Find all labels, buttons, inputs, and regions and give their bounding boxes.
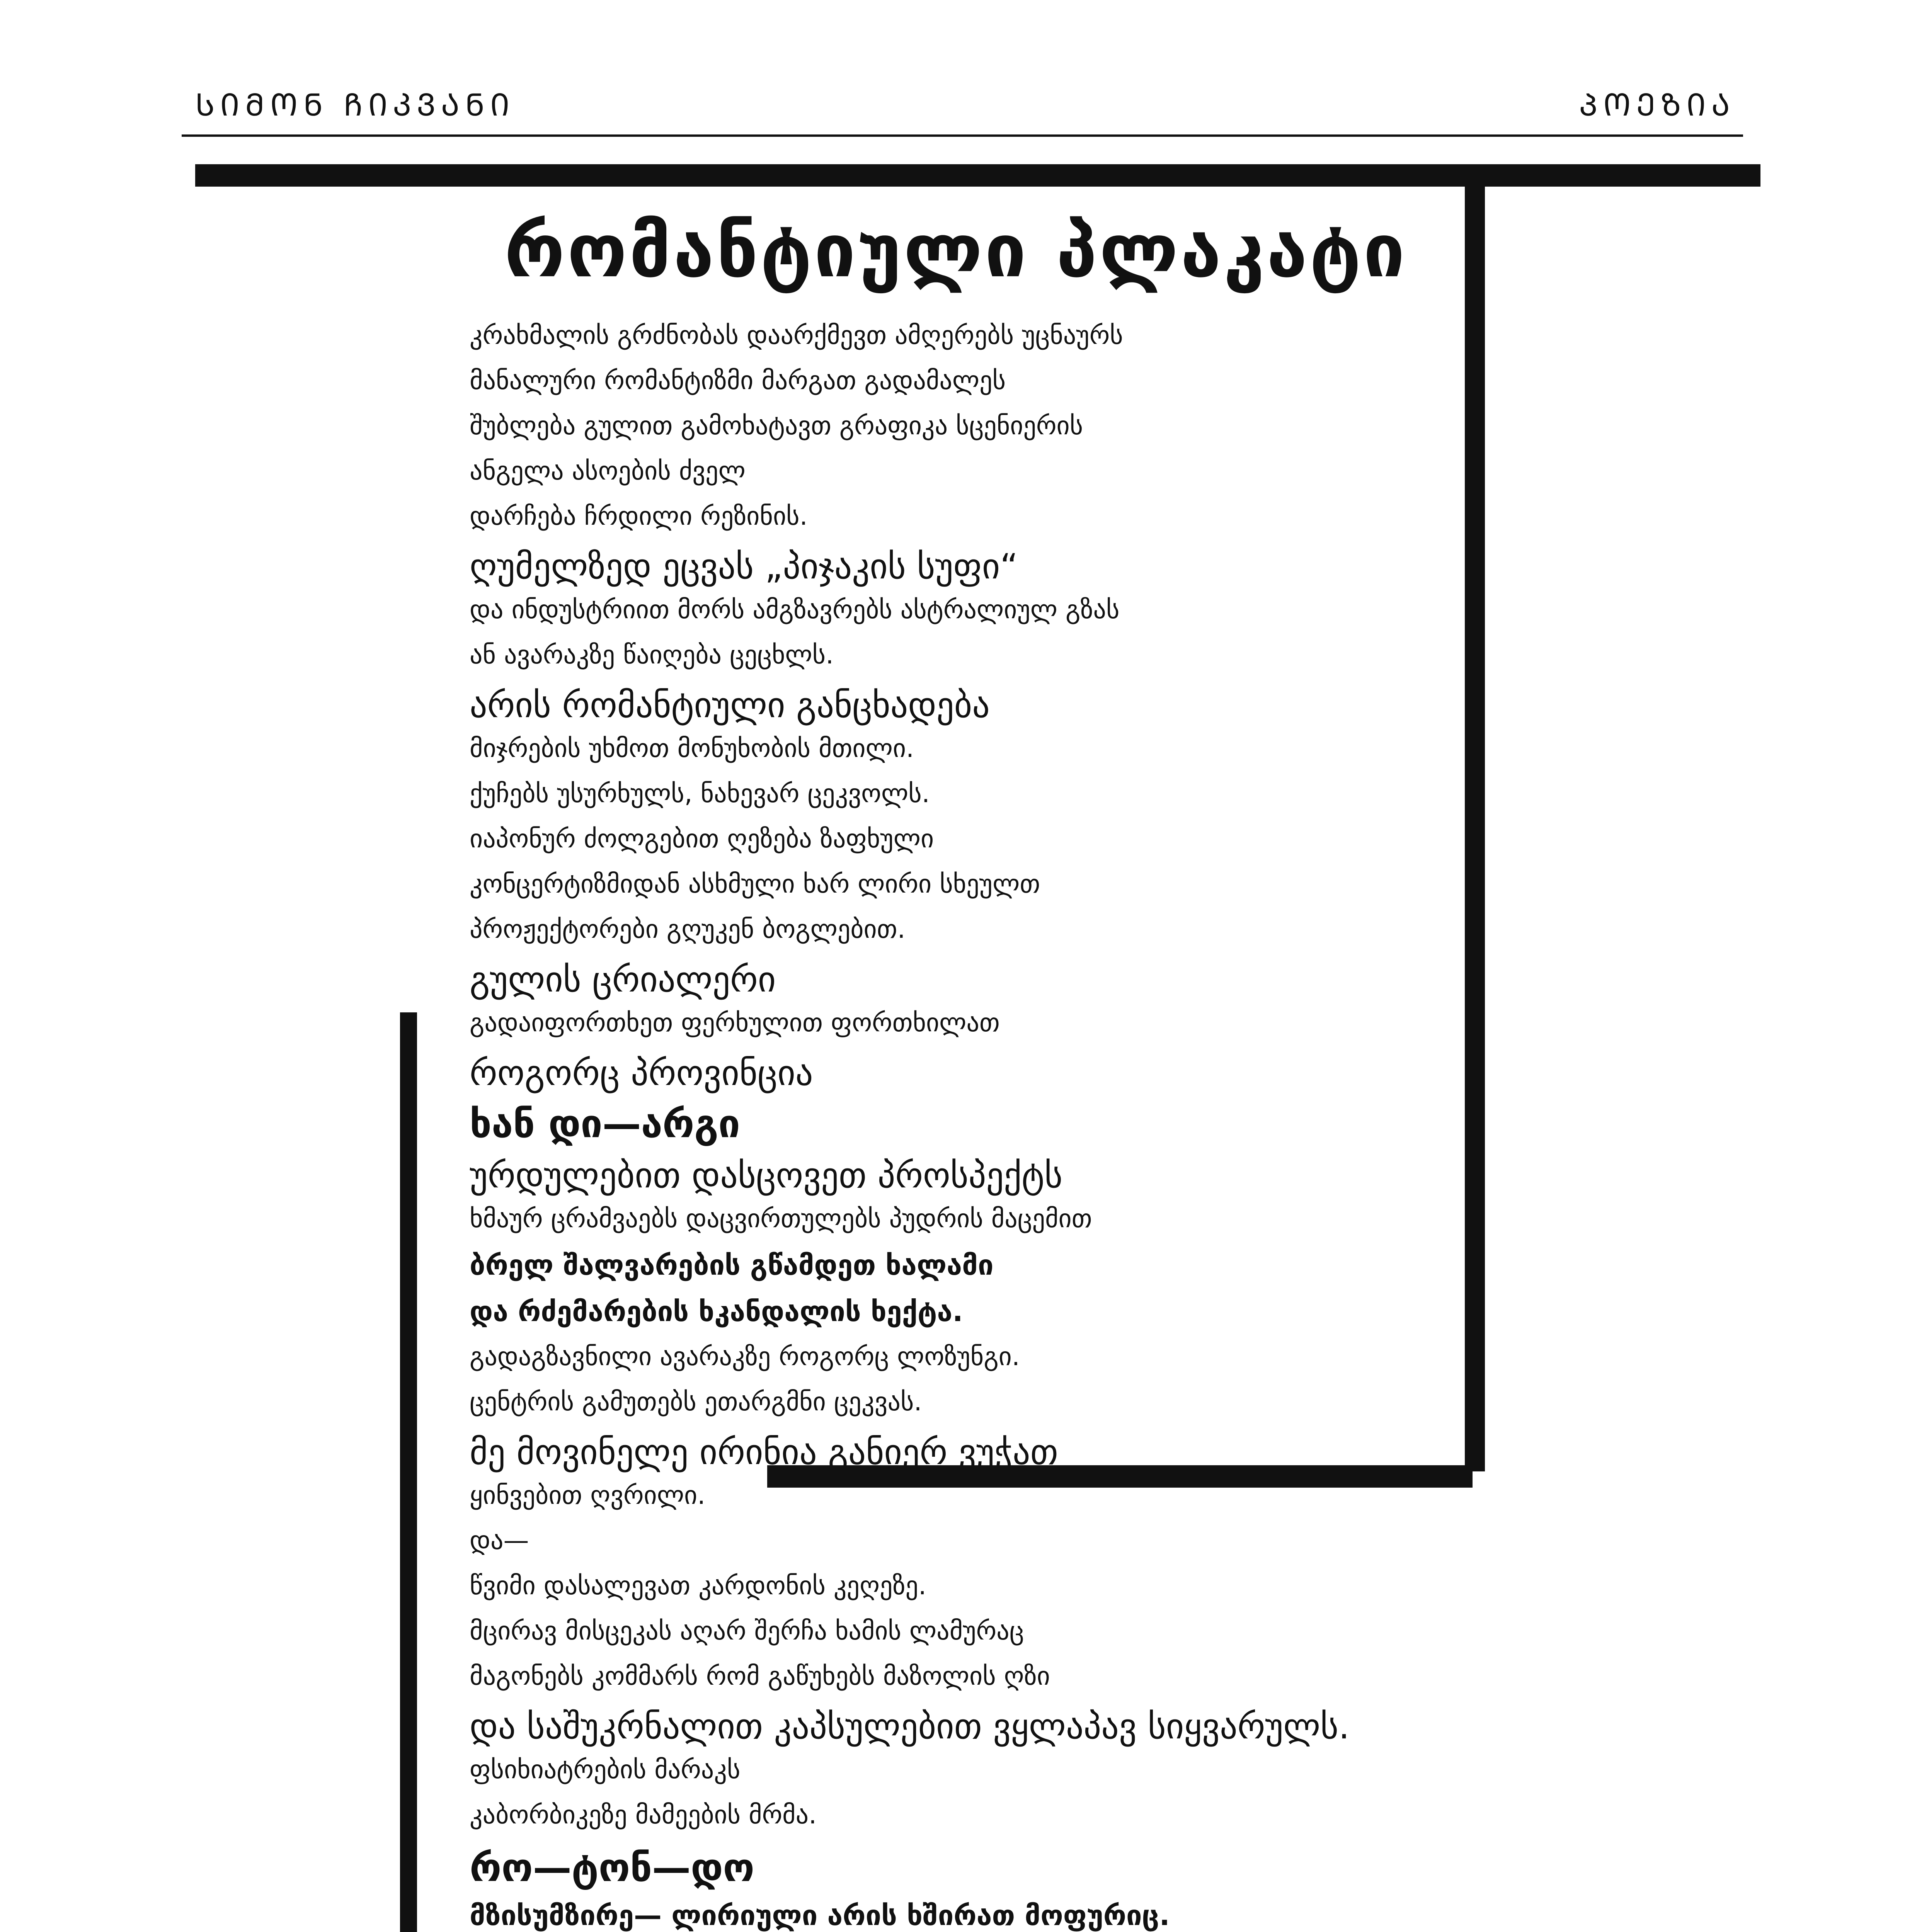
poem-line: ბრელ შალვარების გწამდეთ ხალამი [470,1249,994,1281]
poem-line: გადაიფორთხეთ ფერხულით ფორთხილათ [470,1008,1000,1037]
poem-line: და საშუკრნალით კაპსულებით ვყლაპავ სიყვარულს. [470,1706,1350,1747]
poem-line: გადაგზავნილი ავარაკზე როგორც ლოზუნგი. [470,1342,1020,1371]
poem-line: მანალური რომანტიზმი მარგათ გადამალეს [470,366,1006,395]
poem-line: მცირავ მისცეკას აღარ შერჩა ხამის ლამურაც [470,1616,1024,1646]
poem-line: კონცერტიზმიდან ასხმული ხარ ლირი სხეულთ [470,869,1040,899]
poem-line: ყინვებით ღვრილი. [470,1480,706,1510]
poem-line: ხმაურ ცრამვაებს დაცვირთულებს პუდრის მაცემით [470,1204,1092,1233]
poster-bar-top [195,164,1760,187]
poem-line: დარჩება ჩრდილი რეზინის. [470,501,808,531]
poem-line: ფსიხიატრების მარაკს [470,1755,741,1784]
poem-line: როგორც პროვინცია [470,1053,813,1094]
poem-body [470,321,1648,1932]
poem-line: პროჟექტორები გღუკენ ბოგლებით. [470,914,906,944]
poem-line: რო—ტონ—დო [470,1845,754,1890]
poem-line: ურდულებით დასცოვეთ პროსპექტს [470,1155,1063,1196]
running-header-section: ᲞᲝᲔᲖᲘᲐ [1579,87,1735,123]
poem-line: კაბორბიკეზე მამეების მრმა. [470,1800,817,1830]
running-header-author: ᲡᲘᲛᲝᲜ ᲩᲘᲙᲕᲐᲜᲘ [195,87,515,123]
poem-line: მზისუმზირე— ლირიული არის ხშირათ მოფურიც. [470,1899,1170,1932]
poem-line: ცენტრის გამუთებს ეთარგმნი ცეკვას. [470,1387,922,1417]
poster-bar-left [400,1012,417,1932]
poem-line: მაგონებს კომმარს რომ გაწუხებს მაზოლის ღზი [470,1661,1050,1691]
poem-line: გულის ცრიალერი [470,959,776,1000]
poem-line: ღუმელზედ ეცვას „პიჯაკის სუფი“ [470,546,1018,587]
poem-line: იაპონურ ძოლგებით ღეზება ზაფხული [470,824,934,854]
poem-line: და— [470,1526,529,1555]
poem-line: ან ავარაკზე წაიღება ცეცხლს. [470,640,834,670]
poem-line: და ინდუსტრიით მორს ამგზავრებს ასტრალიულ გზას [470,595,1120,624]
poem-line: ხან დი—არგი [470,1101,740,1146]
poem-line: და რძემარების ხკანდალის ხექტა. [470,1295,963,1328]
poem-title: რომანტიული პლაკატი [504,208,1407,294]
poem-line: ანგელა ასოების ძველ [470,456,746,486]
poem-line: შუბლება გულით გამოხატავთ გრაფიკა სცენიერის [470,411,1083,440]
header-rule [182,134,1743,137]
poem-line: არის რომანტიული განცხადება [470,685,990,726]
poem-line: მე მოვინელე ირინია განიერ ვუჭათ [470,1432,1058,1473]
poem-line: წვიმი დასალევათ კარდონის კეღეზე. [470,1571,927,1600]
poem-line: ქუჩებს უსურხულს, ნახევარ ცეკვოლს. [470,779,930,808]
poem-line: კრახმალის გრძნობას დაარქმევთ ამღერებს უცნაურს [470,320,1123,350]
poem-line: მიჯრების უხმოთ მონუხობის მთილი. [470,733,914,763]
